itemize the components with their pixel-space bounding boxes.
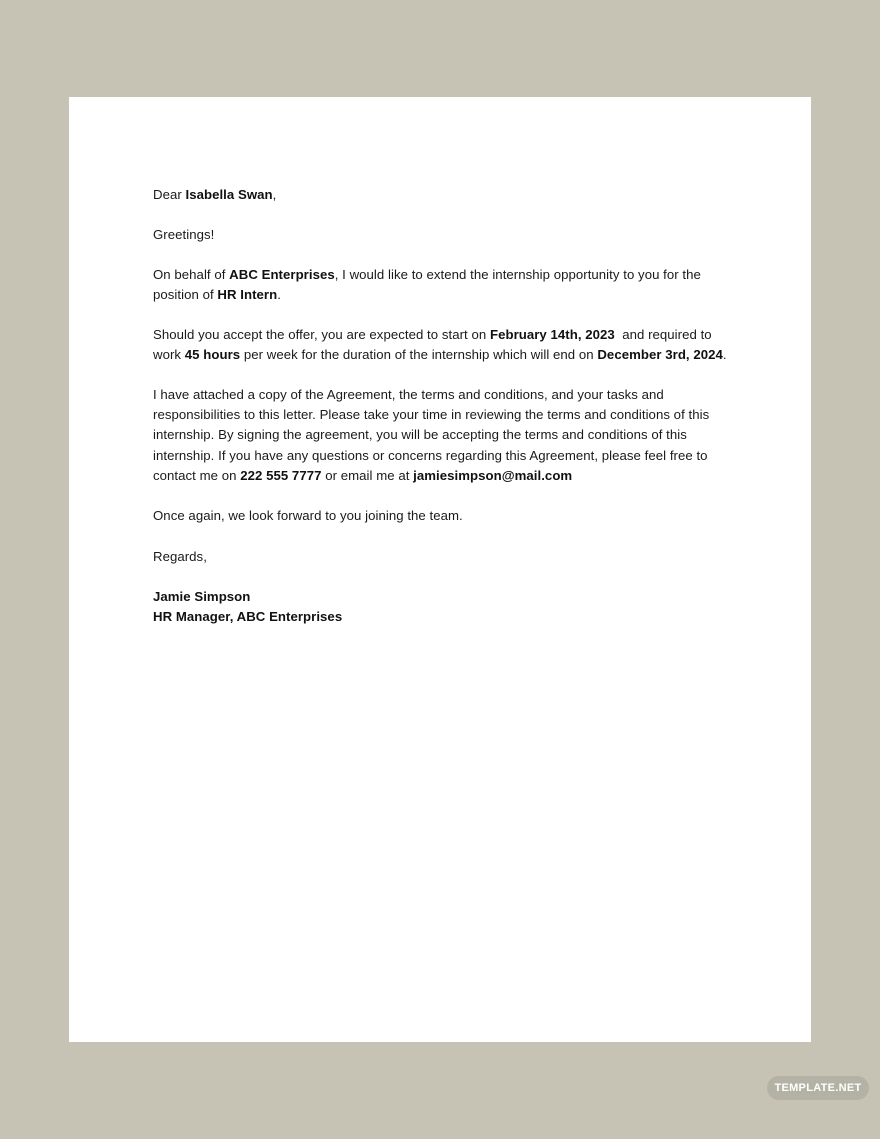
paragraph-terms: Should you accept the offer, you are expected to start on February 14th, 2023 and required to work 45 hours per week for the duration of the internship which will end on December 3rd, 2024.: [153, 326, 727, 362]
company-name: ABC Enterprises: [229, 266, 335, 282]
position-name: HR Intern: [217, 286, 278, 302]
salutation-suffix: ,: [272, 187, 277, 202]
greeting: Greetings!: [153, 226, 215, 242]
closing: Regards,: [153, 549, 207, 565]
end-date: December 3rd, 2024: [597, 346, 723, 362]
salutation: [153, 185, 733, 205]
recipient-name: Isabella Swan: [185, 187, 273, 202]
paragraph-agreement: I have attached a copy of the Agreement, the terms and conditions, and your tasks and responsibilities to this letter. Please take your time in reviewing the terms and conditions of this internship. By signing the agreement, you will be accepting the terms and conditions of this internship. If you have any questions or concerns regarding this Agreement, please feel free to contact me on 222 555 7777 or email me at jamiesimpson@mail.com: [153, 386, 710, 483]
template-net-watermark: TEMPLATE.NET: [767, 1076, 869, 1100]
salutation-prefix: Dear: [153, 187, 186, 202]
contact-phone: 222 555 7777: [240, 467, 322, 483]
paragraph-offer: On behalf of ABC Enterprises, I would like to extend the internship opportunity to you for the position of HR Intern.: [153, 266, 701, 302]
weekly-hours: 45 hours: [184, 346, 241, 362]
contact-email: jamiesimpson@mail.com: [413, 467, 573, 483]
start-date: February 14th, 2023: [489, 326, 615, 342]
paragraph-closing-remark: Once again, we look forward to you joining the team.: [153, 507, 463, 523]
letter-body: [153, 185, 733, 627]
signature-title: HR Manager, ABC Enterprises: [153, 609, 343, 625]
signature-name: Jamie Simpson: [153, 588, 251, 604]
letter-page: [69, 97, 811, 1042]
